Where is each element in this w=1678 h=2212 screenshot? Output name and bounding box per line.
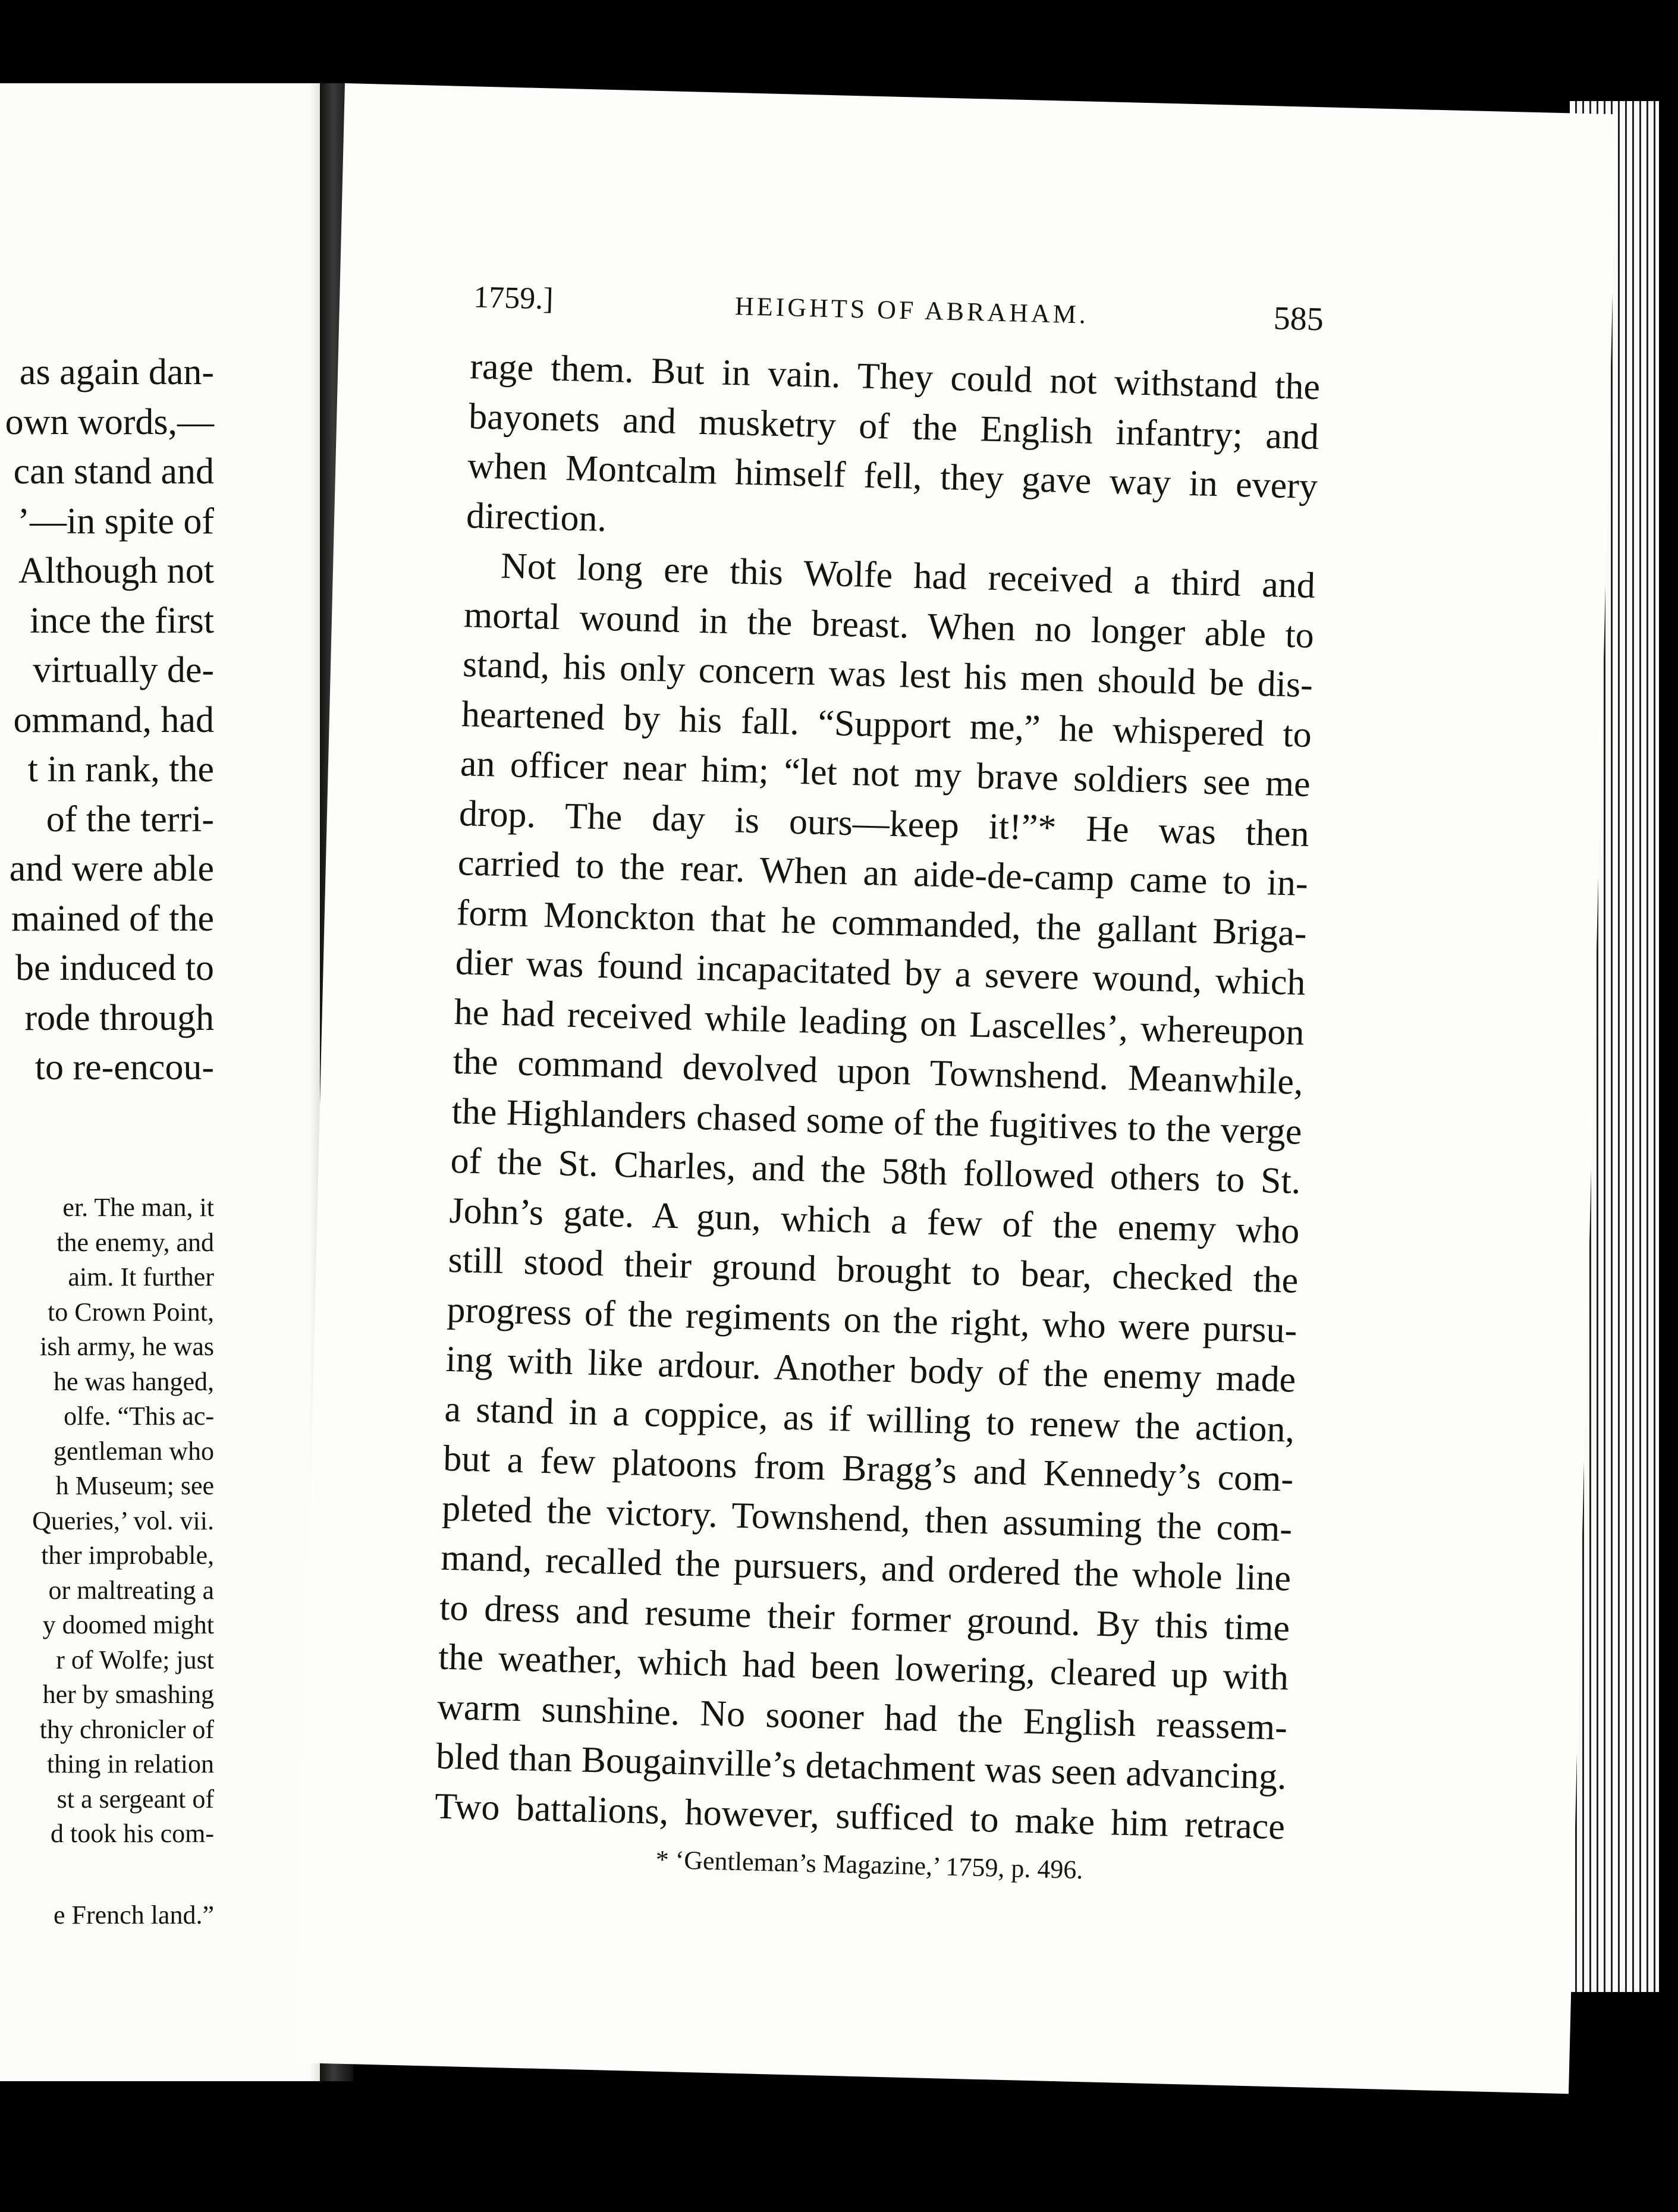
left-note-line: olfe. “This ac-: [64, 1402, 214, 1431]
left-note-line: ther improbable,: [41, 1541, 214, 1570]
text-line: of the St. Charles, and the 58th followed others to St.: [450, 1140, 1302, 1202]
text-line: the weather, which had been lowering, cleared up with: [438, 1636, 1289, 1698]
left-note-line: to Crown Point,: [48, 1297, 214, 1327]
left-note-line: aim. It further: [68, 1262, 214, 1292]
left-note-line: her by smashing: [42, 1680, 214, 1709]
right-page: [297, 83, 1617, 2094]
text-line: an officer near him; “let not my brave soldiers see me: [460, 743, 1311, 805]
left-line: mained of the: [11, 898, 214, 939]
left-note-line: or maltreating a: [48, 1575, 214, 1605]
left-line: ommand, had: [13, 699, 214, 740]
text-line: Not long ere this Wolfe had received a third and: [500, 545, 1316, 607]
text-line: form Monckton that he commanded, the gallant Briga-: [456, 892, 1308, 954]
text-line: still stood their ground brought to bear, checked the: [447, 1239, 1299, 1301]
left-line: and were able: [9, 849, 214, 889]
text-line: stand, his only concern was lest his men should be dis-: [462, 644, 1314, 706]
text-line: the command devolved upon Townshend. Meanwhile,: [453, 1041, 1304, 1102]
left-line: ’—in spite of: [17, 501, 214, 542]
left-page-fragment: [0, 83, 333, 2081]
left-line: be induced to: [15, 948, 214, 988]
text-line: to dress and resume their former ground. By this time: [439, 1587, 1290, 1649]
left-line: rode through: [24, 997, 214, 1038]
text-line: dier was found incapacitated by a severe wound, which: [455, 941, 1306, 1003]
left-page-footnotes: [0, 1190, 214, 1933]
running-header: [473, 279, 1324, 348]
text-line: when Montcalm himself fell, they gave way in every: [467, 445, 1318, 507]
text-line: mand, recalled the pursuers, and ordered the whole line: [440, 1537, 1292, 1599]
left-line: to re-encou-: [34, 1047, 214, 1088]
left-note-line: r of Wolfe; just: [56, 1645, 214, 1674]
text-line: but a few platoons from Bragg’s and Kennedy’s com-: [442, 1438, 1294, 1500]
left-note-line: er. The man, it: [62, 1193, 214, 1222]
footnote: * ‘Gentleman’s Magazine,’ 1759, p. 496.: [655, 1845, 1083, 1885]
text-line: carried to the rear. When an aide-de-camp came to in-: [457, 843, 1309, 904]
text-line: progress of the regiments on the right, who were pursu-: [446, 1289, 1298, 1351]
left-line: Although not: [18, 551, 214, 591]
body-text: [434, 342, 1321, 1852]
page-number: 585: [1273, 300, 1324, 338]
header-title: HEIGHTS OF ABRAHAM.: [734, 291, 1089, 329]
left-note-line: thing in relation: [46, 1749, 214, 1779]
header-year: 1759.]: [473, 280, 554, 316]
left-note-line: gentleman who: [53, 1436, 214, 1466]
text-line: Two battalions, however, sufficed to make him retrace: [434, 1786, 1286, 1847]
left-note-line: the enemy, and: [56, 1227, 214, 1257]
text-line: direction.: [466, 495, 607, 539]
left-note-line: Queries,’ vol. vii.: [32, 1506, 214, 1535]
text-line: warm sunshine. No sooner had the English reassem-: [436, 1686, 1288, 1748]
text-line: heartened by his fall. “Support me,” he whispered to: [461, 693, 1312, 755]
left-line: as again dan-: [19, 352, 214, 392]
text-line: ing with like ardour. Another body of the enemy made: [445, 1338, 1297, 1400]
text-line: bayonets and musketry of the English infantry; and: [468, 395, 1319, 457]
left-note-line: he was hanged,: [53, 1366, 214, 1396]
left-note-line: y doomed might: [42, 1610, 214, 1639]
left-page-body: [0, 348, 214, 1093]
text-line: John’s gate. A gun, which a few of the enemy who: [448, 1190, 1300, 1252]
left-line: can stand and: [13, 451, 214, 492]
left-line: of the terri-: [46, 799, 214, 840]
left-note-line: ish army, he was: [40, 1332, 214, 1361]
left-note-line: h Museum; see: [55, 1471, 214, 1500]
left-note-line: d took his com-: [51, 1819, 214, 1848]
left-note-line: e French land.”: [54, 1900, 214, 1930]
text-line: a stand in a coppice, as if willing to renew the action,: [444, 1388, 1295, 1450]
text-line: mortal wound in the breast. When no longer able to: [463, 594, 1315, 656]
text-line: drop. The day is ours—keep it!”* He was then: [458, 793, 1310, 854]
left-line: t in rank, the: [27, 749, 214, 790]
left-line: own words,—: [5, 401, 214, 442]
left-line: virtually de-: [33, 650, 214, 690]
text-line: bled than Bougainville’s detachment was seen advancing.: [435, 1736, 1287, 1798]
text-line: pleted the victory. Townshend, then assuming the com-: [441, 1488, 1293, 1550]
left-line: ince the first: [30, 600, 214, 641]
text-line: he had received while leading on Lascelles’, whereupon: [454, 991, 1305, 1053]
left-note-line: thy chronicler of: [39, 1714, 214, 1744]
left-note-line: st a sergeant of: [56, 1784, 214, 1814]
text-line: the Highlanders chased some of the fugitives to the verge: [451, 1091, 1303, 1152]
text-line: rage them. But in vain. They could not withstand the: [469, 346, 1321, 408]
